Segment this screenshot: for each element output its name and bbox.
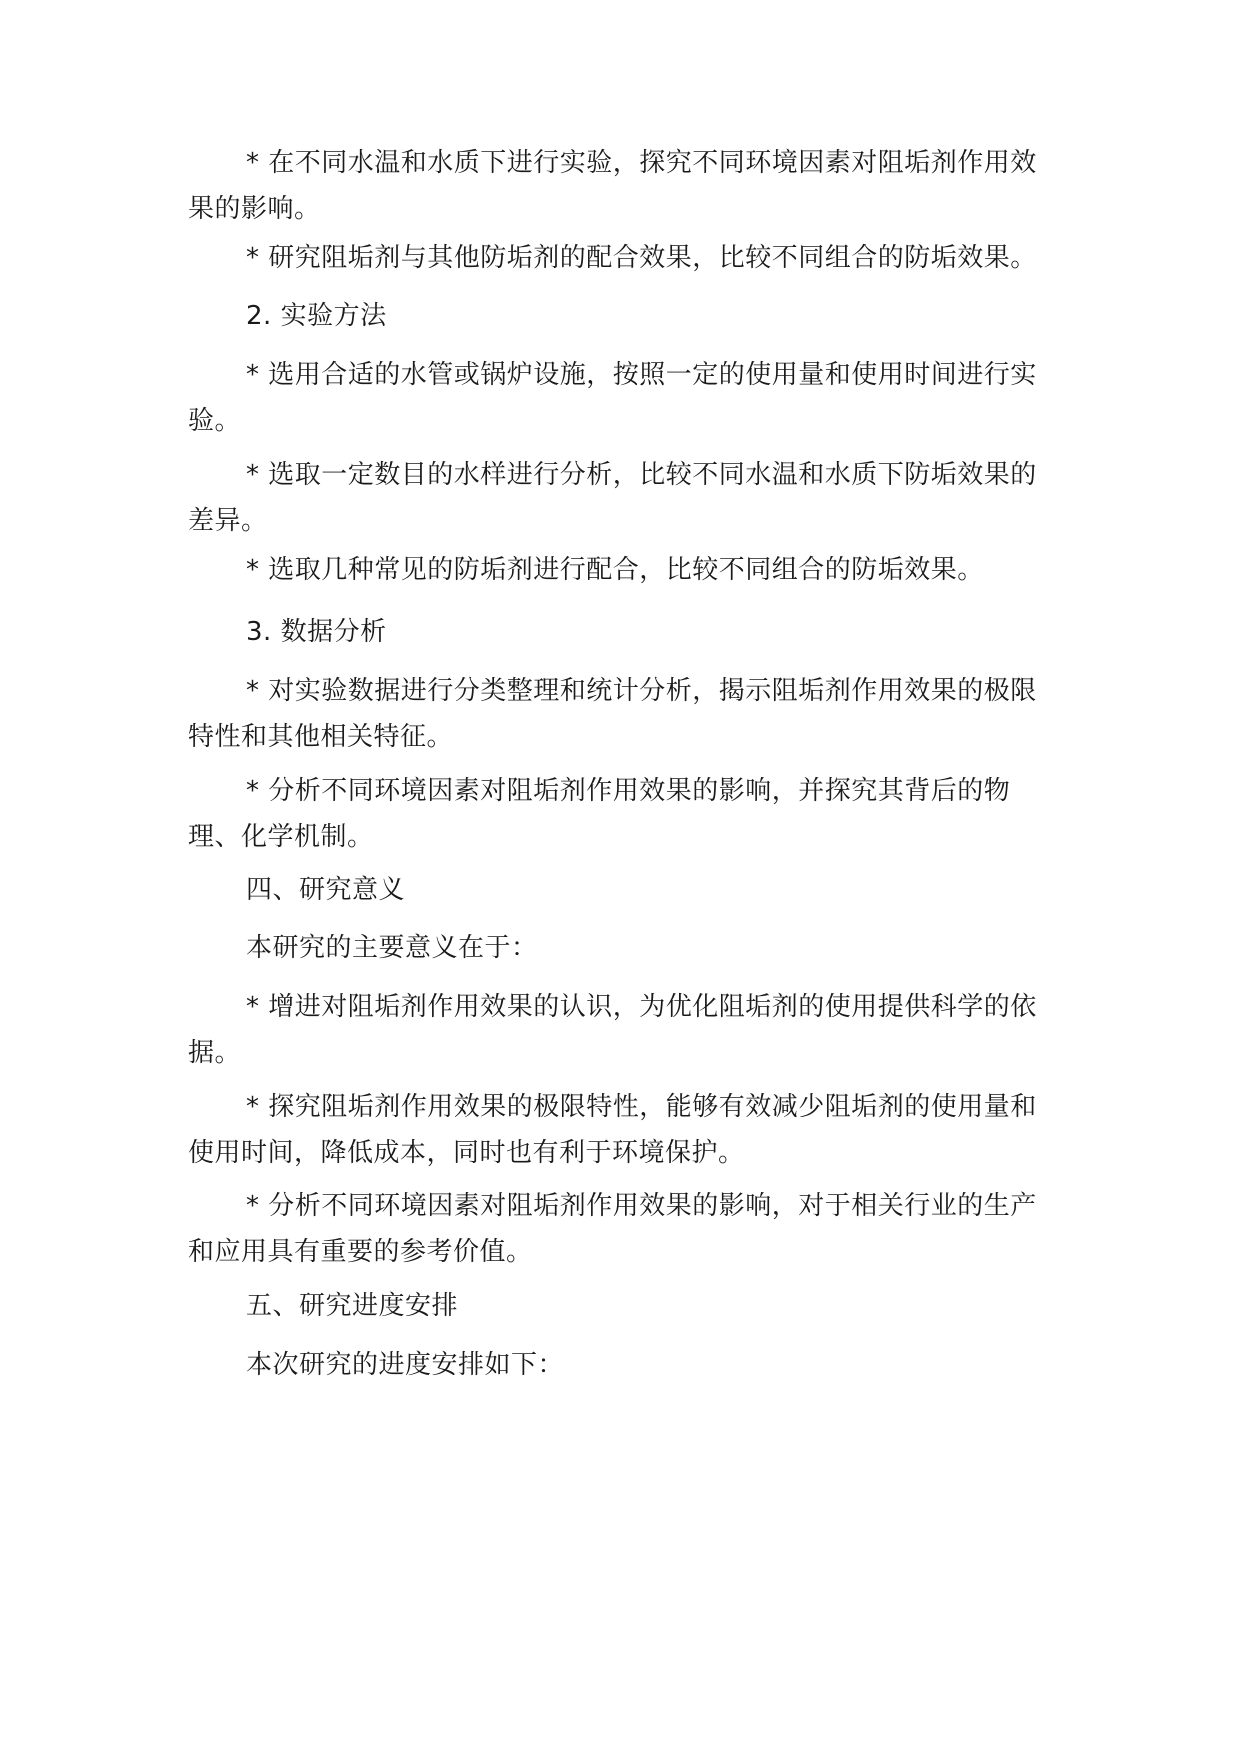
paragraph-significance-industry: * 分析不同环境因素对阻垢剂作用效果的影响，对于相关行业的生产和应用具有重要的参考价值。: [188, 1191, 1037, 1267]
paragraph-experiment-conditions: * 在不同水温和水质下进行实验，探究不同环境因素对阻垢剂作用效果的影响。: [188, 148, 1037, 224]
section-heading-experiment-method: 2. 实验方法: [246, 301, 387, 331]
paragraph-method-equipment: * 选用合适的水管或锅炉设施，按照一定的使用量和使用时间进行实验。: [188, 360, 1037, 436]
section-heading-data-analysis: 3. 数据分析: [246, 617, 387, 647]
paragraph-analysis-mechanism: * 分析不同环境因素对阻垢剂作用效果的影响，并探究其背后的物理、化学机制。: [188, 776, 1011, 852]
section-heading-research-significance: 四、研究意义: [246, 875, 406, 905]
paragraph-analysis-statistics: * 对实验数据进行分类整理和统计分析，揭示阻垢剂作用效果的极限特性和其他相关特征。: [188, 676, 1037, 752]
paragraph-method-combination: * 选取几种常见的防垢剂进行配合，比较不同组合的防垢效果。: [246, 555, 984, 585]
paragraph-schedule-intro: 本次研究的进度安排如下：: [246, 1350, 565, 1380]
paragraph-method-samples: * 选取一定数目的水样进行分析，比较不同水温和水质下防垢效果的差异。: [188, 460, 1037, 536]
paragraph-significance-knowledge: * 增进对阻垢剂作用效果的认识，为优化阻垢剂的使用提供科学的依据。: [188, 992, 1037, 1068]
paragraph-significance-cost: * 探究阻垢剂作用效果的极限特性，能够有效减少阻垢剂的使用量和使用时间，降低成本，同时也有利于环境保护。: [188, 1092, 1037, 1168]
section-heading-schedule: 五、研究进度安排: [246, 1291, 459, 1321]
paragraph-significance-intro: 本研究的主要意义在于：: [246, 933, 538, 963]
paragraph-combination-study: * 研究阻垢剂与其他防垢剂的配合效果，比较不同组合的防垢效果。: [246, 243, 1037, 273]
